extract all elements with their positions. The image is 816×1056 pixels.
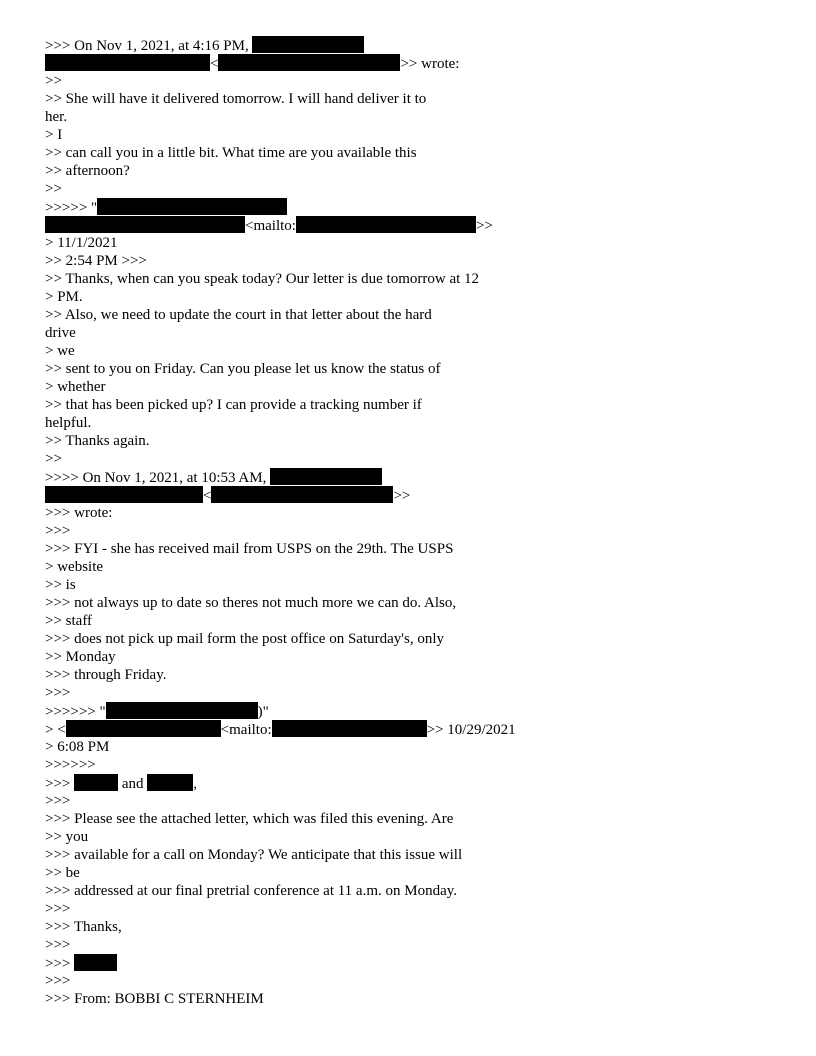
line-text: >>>: [45, 793, 71, 809]
redaction-block: [147, 774, 193, 791]
text-line: [45, 558, 785, 576]
line-text: > 11/1/2021: [45, 235, 118, 251]
redaction-block: [272, 720, 427, 737]
line-text: >> 10/29/2021: [426, 722, 516, 738]
line-text: >>>: [45, 937, 71, 953]
text-line: [45, 738, 785, 756]
text-line: [45, 126, 785, 144]
text-line: [45, 198, 785, 216]
text-line: [45, 630, 785, 648]
text-line: [45, 612, 785, 630]
text-line: [45, 450, 785, 468]
text-line: [45, 936, 785, 954]
text-line: [45, 72, 785, 90]
line-text: helpful.: [45, 415, 92, 431]
line-text: >>>: [45, 956, 75, 972]
line-text: >>>: [45, 776, 75, 792]
text-line: [45, 216, 785, 234]
text-line: [45, 666, 785, 684]
line-text: >> Thanks, when can you speak today? Our letter is due tomorrow at 12: [45, 271, 480, 287]
text-line: [45, 540, 785, 558]
text-line: [45, 522, 785, 540]
redaction-block: [218, 54, 400, 71]
line-text: >>> not always up to date so theres not much more we can do. Also,: [45, 595, 457, 611]
text-line: [45, 360, 785, 378]
text-line: [45, 882, 785, 900]
line-text: <mailto:: [245, 218, 296, 234]
line-text: >>> Thanks,: [45, 919, 122, 935]
line-text: <mailto:: [220, 722, 272, 738]
text-line: [45, 180, 785, 198]
text-line: [45, 954, 785, 972]
text-line: [45, 792, 785, 810]
text-line: [45, 828, 785, 846]
text-line: [45, 756, 785, 774]
line-text: >>: [475, 218, 493, 234]
line-text: >>>> On Nov 1, 2021, at 10:53 AM,: [45, 470, 271, 486]
line-text: >>> addressed at our final pretrial conference at 11 a.m. on Monday.: [45, 883, 458, 899]
text-line: [45, 972, 785, 990]
line-text: >>>>> ": [45, 200, 98, 216]
line-text: >>> does not pick up mail form the post office on Saturday's, only: [45, 631, 444, 647]
line-text: her.: [45, 109, 68, 125]
redaction-block: [270, 468, 382, 485]
redaction-block: [97, 198, 287, 215]
text-line: [45, 108, 785, 126]
line-text: >> that has been picked up? I can provide a tracking number if: [45, 397, 422, 413]
text-line: [45, 342, 785, 360]
text-line: [45, 486, 785, 504]
line-text: <: [203, 488, 212, 504]
text-line: [45, 414, 785, 432]
text-line: [45, 504, 785, 522]
line-text: >> wrote:: [400, 56, 460, 72]
line-text: >> Thanks again.: [45, 433, 150, 449]
line-text: >>> On Nov 1, 2021, at 4:16 PM,: [45, 38, 253, 54]
redaction-block: [74, 774, 118, 791]
redaction-block: [106, 702, 258, 719]
line-text: >> Monday: [45, 649, 116, 665]
line-text: >>>>>> ": [45, 704, 106, 720]
text-line: [45, 594, 785, 612]
text-line: [45, 576, 785, 594]
text-line: [45, 774, 785, 792]
text-line: [45, 378, 785, 396]
line-text: > whether: [45, 379, 106, 395]
line-text: >>>: [45, 685, 71, 701]
line-text: >>>: [45, 901, 71, 917]
line-text: >>: [45, 451, 62, 467]
text-line: [45, 324, 785, 342]
line-text: >>> through Friday.: [45, 667, 167, 683]
text-line: [45, 864, 785, 882]
text-line: [45, 918, 785, 936]
redaction-block: [296, 216, 476, 233]
line-text: drive: [45, 325, 76, 341]
text-line: [45, 900, 785, 918]
redaction-block: [45, 486, 203, 503]
line-text: >> you: [45, 829, 89, 845]
text-line: [45, 54, 785, 72]
line-text: >>> Please see the attached letter, which was filed this evening. Are: [45, 811, 454, 827]
line-text: >>>>>>: [45, 757, 96, 773]
line-text: >> sent to you on Friday. Can you please let us know the status of: [45, 361, 441, 377]
text-line: [45, 270, 785, 288]
text-line: [45, 252, 785, 270]
text-line: [45, 648, 785, 666]
line-text: )": [257, 704, 269, 720]
redaction-block: [252, 36, 364, 53]
email-thread-document: [45, 36, 785, 1008]
text-line: [45, 990, 785, 1008]
text-line: [45, 396, 785, 414]
redaction-block: [45, 54, 210, 71]
line-text: > 6:08 PM: [45, 739, 110, 755]
line-text: >>>: [45, 523, 71, 539]
text-line: [45, 144, 785, 162]
line-text: >>>: [45, 973, 71, 989]
text-line: [45, 432, 785, 450]
text-line: [45, 810, 785, 828]
line-text: >>> From: BOBBI C STERNHEIM: [45, 991, 264, 1007]
redaction-block: [211, 486, 393, 503]
text-line: [45, 846, 785, 864]
line-text: >>> available for a call on Monday? We anticipate that this issue will: [45, 847, 463, 863]
text-line: [45, 702, 785, 720]
text-line: [45, 306, 785, 324]
line-text: >>: [393, 488, 411, 504]
line-text: >> staff: [45, 613, 93, 629]
text-line: [45, 288, 785, 306]
text-line: [45, 162, 785, 180]
redaction-block: [74, 954, 117, 971]
text-line: [45, 234, 785, 252]
text-line: [45, 36, 785, 54]
line-text: > website: [45, 559, 104, 575]
line-text: >> afternoon?: [45, 163, 130, 179]
line-text: >> Also, we need to update the court in that letter about the hard: [45, 307, 432, 323]
redaction-block: [45, 216, 245, 233]
text-line: [45, 468, 785, 486]
redaction-block: [66, 720, 221, 737]
line-text: > <: [45, 722, 66, 738]
line-text: >>: [45, 73, 62, 89]
line-text: >>: [45, 181, 62, 197]
line-text: >> 2:54 PM >>>: [45, 253, 147, 269]
line-text: >>> wrote:: [45, 505, 113, 521]
line-text: > PM.: [45, 289, 83, 305]
line-text: and: [118, 776, 148, 792]
text-line: [45, 90, 785, 108]
line-text: >> She will have it delivered tomorrow. I will hand deliver it to: [45, 91, 427, 107]
text-line: [45, 720, 785, 738]
line-text: <: [210, 56, 219, 72]
line-text: >>> FYI - she has received mail from USPS on the 29th. The USPS: [45, 541, 454, 557]
text-line: [45, 684, 785, 702]
line-text: >> can call you in a little bit. What time are you available this: [45, 145, 417, 161]
line-text: > I: [45, 127, 63, 143]
line-text: ,: [193, 776, 198, 792]
line-text: >> is: [45, 577, 76, 593]
line-text: > we: [45, 343, 75, 359]
line-text: >> be: [45, 865, 80, 881]
